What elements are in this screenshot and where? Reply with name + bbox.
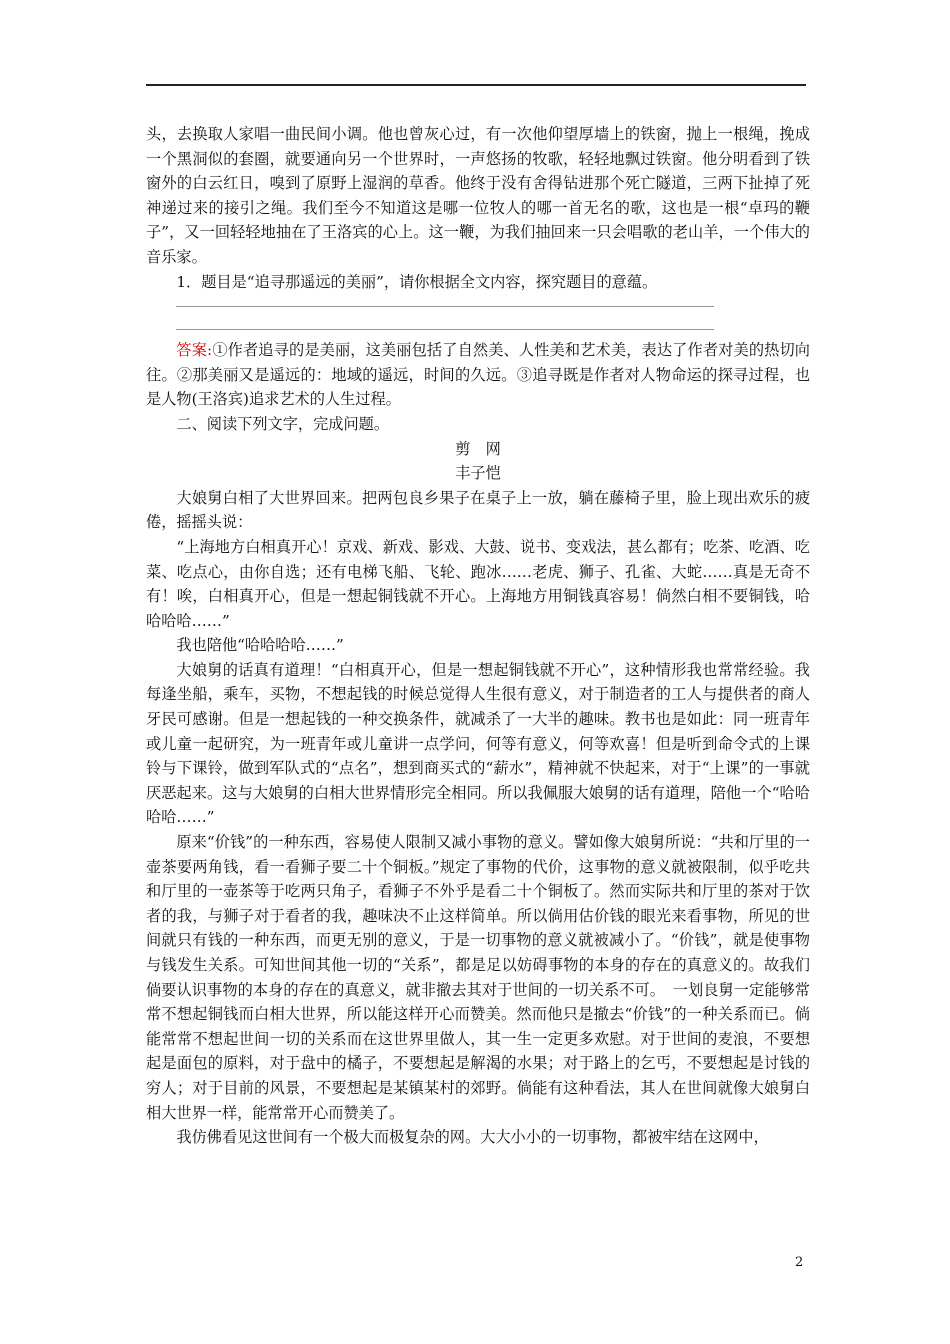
essay-title: 剪 网 bbox=[455, 439, 501, 458]
answer-text: ①作者追寻的是美丽，这美丽包括了自然美、人性美和艺术美，表达了作者对美的热切向往。②那美丽又是遥远的：地域的遥远，时间的久远。③追寻既是作者对人物命运的探寻过程，也是人物(王洛宾)追求艺术的人生过程。 bbox=[146, 341, 810, 409]
question-1: 1．题目是“追寻那遥远的美丽”，请你根据全文内容，探究题目的意蕴。 bbox=[176, 272, 658, 291]
essay-paragraph: 大娘舅的话真有道理！“白相真开心，但是一想起铜钱就不开心”，这种情形我也常常经验。我每逢坐船，乘车，买物，不想起钱的时候总觉得人生很有意义，对于制造者的工人与提供者的商人牙民可感谢。但是一想起钱的一种交换条件，就减杀了一大半的趣味。教书也是如此：同一班青年或儿童一起研究，为一班青年或儿童讲一点学问，何等有意义，何等欢喜！但是听到命令式的上课铃与下课铃，做到军队式的“点名”，想到商买式的“薪水”，精神就不快起来，对于“上课”的一事就厌恶起来。这与大娘舅的白相大世界情形完全相同。所以我佩服大娘舅的话有道理，陪他一个“哈哈哈哈……” bbox=[146, 660, 810, 827]
answer-block bbox=[146, 338, 810, 412]
essay-paragraph: 原来“价钱”的一种东西，容易使人限制又减小事物的意义。譬如像大娘舅所说：“共和厅里的一壶茶要两角钱，看一看狮子要二十个铜板。”规定了事物的代价，这事物的意义就被限制，似乎吃共和厅里的一壶茶等于吃两只角子，看狮子不外乎是看二十个铜板了。然而实际共和厅里的茶对于饮者的我，与狮子对于看者的我，趣味决不止这样简单。所以倘用估价钱的眼光来看事物，所见的世间就只有钱的一种东西，而更无别的意义，于是一切事物的意义就被减小了。“价钱”，就是使事物与钱发生关系。可知世间其他一切的“关系”，都是足以妨碍事物的本身的存在的真意义的。故我们倘要认识事物的本身的存在的真意义，就非撤去其对于世间的一切关系不可。 一划良舅一定能够常常不想起铜钱而白相大世界，所以能这样开心而赞美。然而他只是撤去“价钱”的一种关系而已。倘能常常不想起世间一切的关系而在这世界里做人，其一生一定更多欢慰。对于世间的麦浪，不要想起是面包的原料，对于盘中的橘子，不要想起是解渴的水果；对于路上的乞丐，不要想起是讨钱的穷人；对于目前的风景，不要想起是某镇某村的郊野。倘能有这种看法，其人在世间就像大娘舅白相大世界一样，能常常开心而赞美了。 bbox=[146, 833, 810, 1122]
essay-paragraph: 大娘舅白相了大世界回来。把两包良乡果子在桌子上一放，躺在藤椅子里，脸上现出欢乐的疲倦，摇摇头说： bbox=[146, 488, 810, 532]
essay-paragraph: “上海地方白相真开心！京戏、新戏、影戏、大鼓、说书、变戏法，甚么都有；吃茶、吃酒、吃菜、吃点心，由你自选；还有电梯飞船、飞轮、跑冰……老虎、狮子、孔雀、大蛇……真是无奇不有！唉，白相真开心，但是一想起铜钱就不开心。上海地方用铜钱真容易！倘然白相不要铜钱，哈哈哈哈……” bbox=[146, 537, 810, 630]
header-rule bbox=[146, 84, 806, 86]
essay-author: 丰子恺 bbox=[455, 464, 501, 483]
passage-paragraph: 头，去换取人家唱一曲民间小调。他也曾灰心过，有一次他仰望厚墙上的铁窗，抛上一根绳，挽成一个黑洞似的套圈，就要通向另一个世界时，一声悠扬的牧歌，轻轻地飘过铁窗。他分明看到了铁窗外的白云红日，嗅到了原野上湿润的草香。他终于没有舍得钻进那个死亡隧道，三两下扯掉了死神递过来的接引之绳。我们至今不知道这是哪一位牧人的哪一首无名的歌，这也是一根“卓玛的鞭子”，又一回轻轻地抽在了王洛宾的心上。这一鞭，为我们抽回来一只会唱歌的老山羊，一个伟大的音乐家。 bbox=[146, 125, 810, 266]
answer-line bbox=[176, 306, 714, 307]
page-number: 2 bbox=[795, 1255, 804, 1270]
section-heading: 二、阅读下列文字，完成问题。 bbox=[176, 414, 390, 433]
essay-paragraph: 我也陪他“哈哈哈哈……” bbox=[176, 636, 344, 655]
document-body bbox=[146, 122, 810, 1150]
answer-label: 答案: bbox=[176, 341, 213, 360]
answer-line bbox=[176, 329, 714, 330]
essay-paragraph: 我仿佛看见这世间有一个极大而极复杂的网。大大小小的一切事物，都被牢结在这网中， bbox=[176, 1128, 769, 1147]
